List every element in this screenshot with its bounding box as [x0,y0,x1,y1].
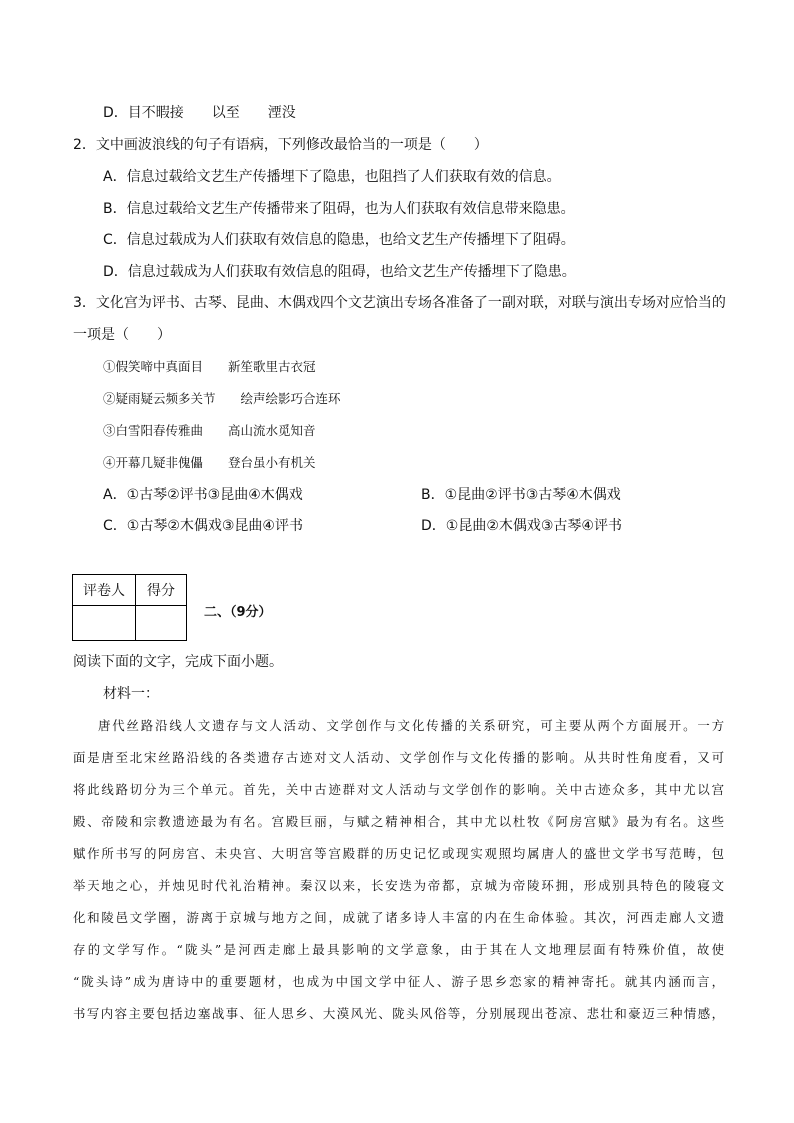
q3-couplet-2: ②疑雨疑云频多关节 绘声绘影巧合连环 [103,391,341,406]
passage-line: 化和陵邑文学圈，游离于京城与地方之间，成就了诸多诗人丰富的内在生命体验。其次，河西走廊人文遗 [73,910,724,925]
passage-line: 举天地之心，并烛见时代礼治精神。秦汉以来，长安迭为帝都，京城为帝陵环拥，形成别具特色的陵寝文 [73,878,724,893]
q3-stem-line2: 一项是（ ） [73,327,171,343]
passage-line: 将此线路切分为三个单元。首先，关中古迹群对文人活动与文学创作的影响。关中古迹众多，其中尤以宫 [73,782,724,797]
q1-option-d: D．目不暇接 以至 湮没 [103,105,296,121]
q3-option-a: A．①古琴②评书③昆曲④木偶戏 [103,487,303,503]
q2-option-b: B．信息过载给文艺生产传播带来了阻碍，也为人们获取有效信息带来隐患。 [103,201,575,217]
score-table [72,574,187,641]
score-cell [136,606,187,641]
q3-option-c: C．①古琴②木偶戏③昆曲④评书 [103,518,303,534]
reading-instruction: 阅读下面的文字，完成下面小题。 [73,654,283,670]
q3-option-b: B．①昆曲②评书③古琴④木偶戏 [421,487,621,503]
q2-stem: 2．文中画波浪线的句子有语病，下列修改最恰当的一项是（ ） [73,137,488,153]
passage-line: “陇头诗”成为唐诗中的重要题材，也成为中国文学中征人、游子思乡恋家的精神寄托。就其内涵而言， [73,974,724,989]
passage-line: 面是唐至北宋丝路沿线的各类遗存古迹对文人活动、文学创作与文化传播的影响。从共时性角度看，又可 [73,750,724,765]
grader-cell [73,606,136,641]
q2-option-a: A．信息过载给文艺生产传播埋下了隐患，也阻挡了人们获取有效的信息。 [103,169,561,185]
material-label: 材料一： [103,686,159,702]
passage-line: 存的文学写作。“陇头”是河西走廊上最具影响的文学意象，由于其在人文地理层面有特殊价值，故使 [73,942,724,957]
q3-option-d: D．①昆曲②木偶戏③古琴④评书 [421,518,622,534]
passage-line: 书写内容主要包括边塞战事、征人思乡、大漠风光、陇头风俗等，分别展现出苍凉、悲壮和豪迈三种情感， [73,1006,724,1021]
passage-line: 唐代丝路沿线人文遗存与文人活动、文学创作与文化传播的关系研究，可主要从两个方面展开。一方 [98,718,724,733]
q3-couplet-4: ④开幕几疑非傀儡 登台虽小有机关 [103,455,316,470]
passage-line: 殿、帝陵和宗教遗迹最为有名。宫殿巨丽，与赋之精神相合，其中尤以杜牧《阿房宫赋》最为有名。这些 [73,814,724,829]
q2-option-d: D．信息过载成为人们获取有效信息的阻碍，也给文艺生产传播埋下了隐患。 [103,264,576,280]
grader-header: 评卷人 [73,575,136,606]
section-two-heading: 二、（9分） [204,605,272,620]
q3-stem-line1: 3．文化宫为评书、古琴、昆曲、木偶戏四个文艺演出专场各准备了一副对联，对联与演出专场对应恰当的 [73,295,726,311]
score-header: 得分 [136,575,187,606]
q3-couplet-1: ①假笑啼中真面目 新笙歌里古衣冠 [103,359,316,374]
q2-option-c: C．信息过载成为人们获取有效信息的隐患，也给文艺生产传播埋下了阻碍。 [103,232,575,248]
passage-line: 赋作所书写的阿房宫、未央宫、大明宫等宫殿群的历史记忆或现实观照均属唐人的盛世文学书写范畴，包 [73,846,724,861]
q3-couplet-3: ③白雪阳春传雅曲 高山流水觅知音 [103,423,316,438]
